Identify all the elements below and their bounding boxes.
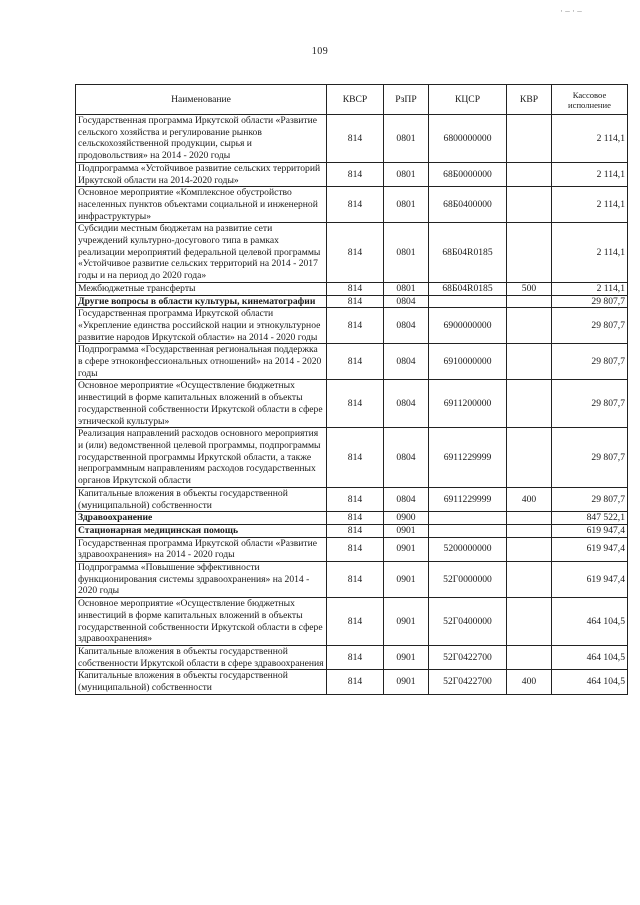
cell-kvr [507, 187, 552, 223]
cell-exec: 464 104,5 [552, 598, 628, 646]
table-row [76, 223, 628, 283]
cell-kvsr: 814 [327, 428, 384, 488]
cell-ksr: 52Г0400000 [429, 598, 507, 646]
cell-ksr: 68Б0400000 [429, 187, 507, 223]
table-row [76, 645, 628, 669]
cell-kvr [507, 162, 552, 186]
table-row [76, 670, 628, 694]
cell-kvsr: 814 [327, 162, 384, 186]
budget-table [75, 84, 628, 695]
cell-ksr: 68Б04R0185 [429, 282, 507, 295]
cell-rzpr: 0801 [384, 162, 429, 186]
header-kvsr: КВСР [327, 85, 384, 115]
cell-exec: 2 114,1 [552, 282, 628, 295]
cell-exec: 464 104,5 [552, 645, 628, 669]
cell-kvr: 500 [507, 282, 552, 295]
table-row [76, 115, 628, 163]
cell-ksr: 6800000000 [429, 115, 507, 163]
cell-exec: 2 114,1 [552, 223, 628, 283]
cell-exec: 619 947,4 [552, 562, 628, 598]
table-row [76, 598, 628, 646]
cell-rzpr: 0804 [384, 295, 429, 308]
cell-kvr [507, 598, 552, 646]
cell-kvr [507, 645, 552, 669]
cell-name: Реализация направлений расходов основного мероприятия и (или) ведомственной целевой программы, подпрограммы государственной программы Иркутской области, а также непрограммным направлениям расходов государственных органов Иркутской области [76, 428, 327, 488]
table-row [76, 537, 628, 561]
cell-ksr: 68Б0000000 [429, 162, 507, 186]
cell-kvr [507, 308, 552, 344]
header-name: Наименование [76, 85, 327, 115]
cell-ksr: 6911229999 [429, 487, 507, 511]
table-row [76, 380, 628, 428]
cell-rzpr: 0804 [384, 428, 429, 488]
cell-ksr: 68Б04R0185 [429, 223, 507, 283]
cell-exec: 29 807,7 [552, 487, 628, 511]
cell-kvsr: 814 [327, 562, 384, 598]
cell-ksr [429, 512, 507, 525]
cell-name: Подпрограмма «Устойчивое развитие сельских территорий Иркутской области на 2014-2020 годы» [76, 162, 327, 186]
cell-ksr: 6911229999 [429, 428, 507, 488]
cell-ksr [429, 295, 507, 308]
cell-rzpr: 0804 [384, 487, 429, 511]
cell-name: Подпрограмма «Государственная региональная поддержка в сфере этноконфессиональных отношений» на 2014 - 2020 годы [76, 344, 327, 380]
table-row [76, 187, 628, 223]
cell-kvr [507, 223, 552, 283]
cell-kvr [507, 344, 552, 380]
cell-kvsr: 814 [327, 308, 384, 344]
cell-kvsr: 814 [327, 670, 384, 694]
cell-kvr [507, 115, 552, 163]
cell-name: Подпрограмма «Повышение эффективности функционирования системы здравоохранения» на 2014 - 2020 годы [76, 562, 327, 598]
header-kvr: КВР [507, 85, 552, 115]
cell-kvr [507, 512, 552, 525]
cell-name: Государственная программа Иркутской области «Развитие здравоохранения» на 2014 - 2020 годы [76, 537, 327, 561]
cell-kvr [507, 537, 552, 561]
cell-name: Основное мероприятие «Осуществление бюджетных инвестиций в форме капитальных вложений в объекты государственной собственности Иркутской области в сфере этнической культуры» [76, 380, 327, 428]
table-row [76, 428, 628, 488]
cell-kvsr: 814 [327, 380, 384, 428]
cell-kvr [507, 562, 552, 598]
cell-name: Основное мероприятие «Осуществление бюджетных инвестиций в форме капитальных вложений в объекты государственной собственности Иркутской области в сфере здравоохранения» [76, 598, 327, 646]
cell-ksr [429, 524, 507, 537]
cell-kvsr: 814 [327, 115, 384, 163]
cell-ksr: 52Г0000000 [429, 562, 507, 598]
table-row [76, 487, 628, 511]
cell-name: Межбюджетные трансферты [76, 282, 327, 295]
table-row [76, 524, 628, 537]
cell-rzpr: 0801 [384, 187, 429, 223]
cell-ksr: 6911200000 [429, 380, 507, 428]
cell-ksr: 52Г0422700 [429, 645, 507, 669]
table-row [76, 512, 628, 525]
cell-rzpr: 0804 [384, 380, 429, 428]
cell-exec: 29 807,7 [552, 295, 628, 308]
cell-exec: 464 104,5 [552, 670, 628, 694]
table-row [76, 308, 628, 344]
cell-kvr [507, 524, 552, 537]
table-row [76, 282, 628, 295]
cell-name: Капитальные вложения в объекты государственной собственности Иркутской области в сфере здравоохранения [76, 645, 327, 669]
header-ksr: КЦСР [429, 85, 507, 115]
cell-rzpr: 0801 [384, 282, 429, 295]
cell-kvr [507, 428, 552, 488]
cell-kvsr: 814 [327, 512, 384, 525]
cell-rzpr: 0801 [384, 115, 429, 163]
cell-rzpr: 0801 [384, 223, 429, 283]
cell-exec: 619 947,4 [552, 537, 628, 561]
cell-kvsr: 814 [327, 645, 384, 669]
cell-kvsr: 814 [327, 487, 384, 511]
cell-rzpr: 0804 [384, 308, 429, 344]
cell-kvsr: 814 [327, 537, 384, 561]
cell-kvr: 400 [507, 487, 552, 511]
cell-exec: 619 947,4 [552, 524, 628, 537]
cell-rzpr: 0901 [384, 562, 429, 598]
cell-kvsr: 814 [327, 187, 384, 223]
table-body [76, 115, 628, 695]
cell-ksr: 6910000000 [429, 344, 507, 380]
cell-exec: 2 114,1 [552, 115, 628, 163]
table-header-row [76, 85, 628, 115]
cell-rzpr: 0901 [384, 524, 429, 537]
cell-exec: 29 807,7 [552, 380, 628, 428]
cell-kvsr: 814 [327, 282, 384, 295]
cell-exec: 29 807,7 [552, 308, 628, 344]
cell-name: Капитальные вложения в объекты государственной (муниципальной) собственности [76, 670, 327, 694]
cell-rzpr: 0901 [384, 670, 429, 694]
header-rzpr: РзПР [384, 85, 429, 115]
cell-exec: 29 807,7 [552, 428, 628, 488]
cell-rzpr: 0804 [384, 344, 429, 380]
header-exec: Кассовое исполнение [552, 85, 628, 115]
cell-ksr: 52Г0422700 [429, 670, 507, 694]
cell-exec: 2 114,1 [552, 187, 628, 223]
cell-kvsr: 814 [327, 598, 384, 646]
cell-kvsr: 814 [327, 524, 384, 537]
cell-rzpr: 0901 [384, 598, 429, 646]
table-row [76, 344, 628, 380]
cell-name: Субсидии местным бюджетам на развитие сети учреждений культурно-досугового типа в рамках реализации мероприятий федеральной целевой программы «Устойчивое развитие сельских территорий на 2014 - 2017 годы и на период до 2020 года» [76, 223, 327, 283]
cell-kvr [507, 295, 552, 308]
cell-exec: 847 522,1 [552, 512, 628, 525]
scan-artifact: · – · – [560, 6, 582, 16]
cell-name: Здравоохранение [76, 512, 327, 525]
table-row [76, 162, 628, 186]
cell-name: Стационарная медицинская помощь [76, 524, 327, 537]
cell-rzpr: 0901 [384, 537, 429, 561]
cell-rzpr: 0900 [384, 512, 429, 525]
cell-ksr: 5200000000 [429, 537, 507, 561]
cell-name: Капитальные вложения в объекты государственной (муниципальной) собственности [76, 487, 327, 511]
cell-name: Государственная программа Иркутской области «Развитие сельского хозяйства и регулирование рынков сельскохозяйственной продукции, сырья и продовольствия» на 2014 - 2020 годы [76, 115, 327, 163]
table-row [76, 295, 628, 308]
cell-name: Другие вопросы в области культуры, кинематографии [76, 295, 327, 308]
cell-exec: 2 114,1 [552, 162, 628, 186]
table-row [76, 562, 628, 598]
cell-kvr [507, 380, 552, 428]
page-number: 109 [311, 46, 329, 57]
cell-name: Основное мероприятие «Комплексное обустройство населенных пунктов объектами социальной и инженерной инфраструктуры» [76, 187, 327, 223]
cell-kvsr: 814 [327, 344, 384, 380]
cell-kvr: 400 [507, 670, 552, 694]
cell-kvsr: 814 [327, 295, 384, 308]
cell-name: Государственная программа Иркутской области «Укрепление единства российской нации и этнокультурное развитие народов Иркутской области» на 2014 - 2020 годы [76, 308, 327, 344]
cell-rzpr: 0901 [384, 645, 429, 669]
cell-kvsr: 814 [327, 223, 384, 283]
cell-exec: 29 807,7 [552, 344, 628, 380]
cell-ksr: 6900000000 [429, 308, 507, 344]
